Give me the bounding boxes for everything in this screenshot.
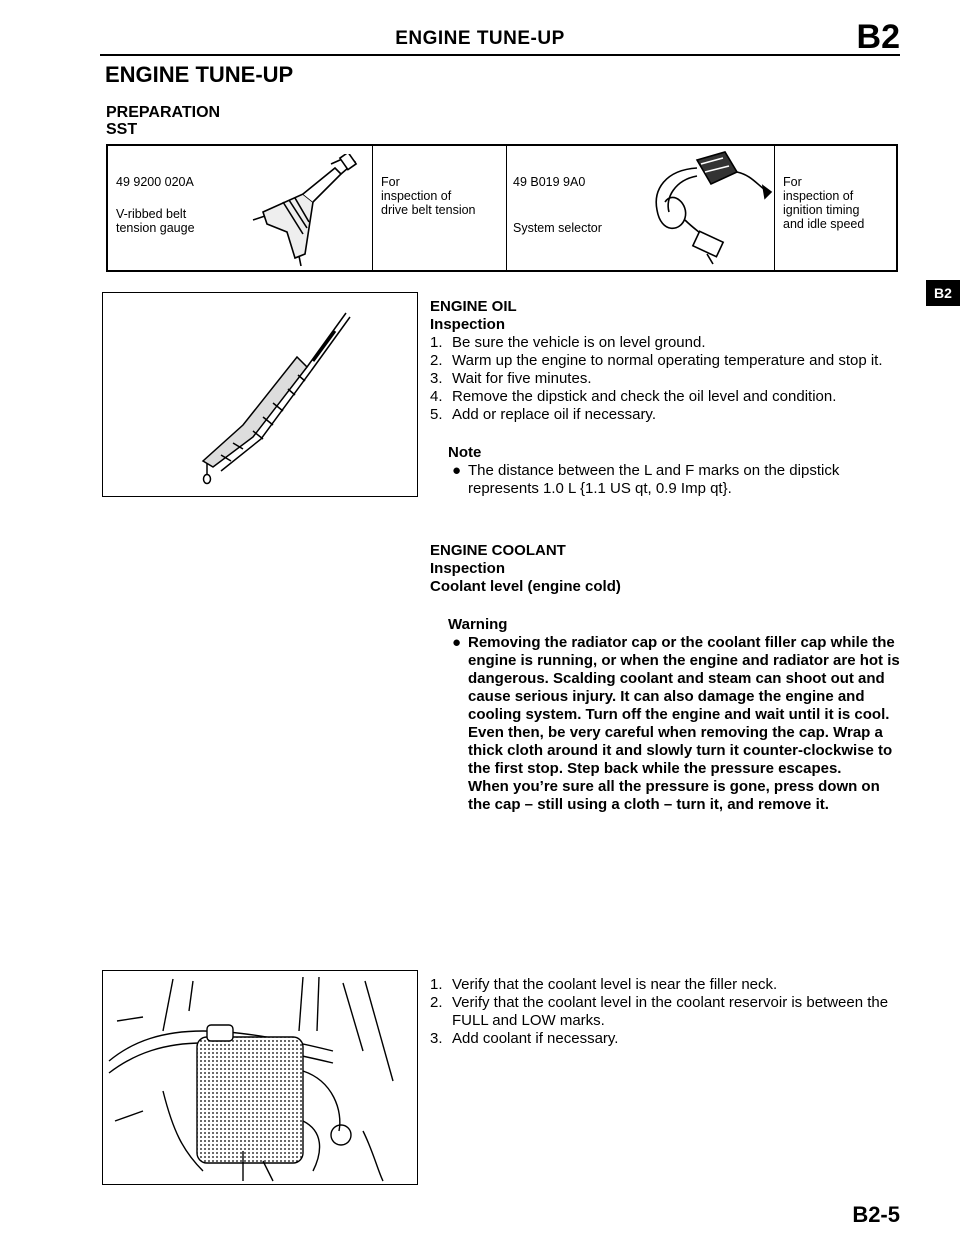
preparation-label: PREPARATION bbox=[106, 104, 221, 121]
sst-table bbox=[106, 144, 898, 272]
tension-gauge-illustration bbox=[243, 154, 368, 269]
coolant-reservoir-drawing bbox=[103, 971, 416, 1183]
note-block bbox=[430, 444, 905, 498]
dipstick-illustration bbox=[102, 292, 418, 497]
sst-cell-purpose-2 bbox=[775, 146, 900, 270]
engine-coolant-subheading: Inspection bbox=[430, 560, 506, 577]
sst-purpose: ignition timing bbox=[783, 203, 860, 217]
warning-label: Warning bbox=[448, 616, 508, 633]
header-rule bbox=[100, 54, 900, 56]
engine-oil-steps bbox=[430, 334, 905, 424]
sst-part-number: 49 B019 9A0 bbox=[513, 175, 586, 189]
sst-tool-name: tension gauge bbox=[116, 221, 195, 235]
dipstick-drawing bbox=[103, 293, 416, 495]
engine-coolant-heading: ENGINE COOLANT bbox=[430, 542, 566, 559]
system-selector-illustration bbox=[625, 150, 773, 268]
running-header-title: ENGINE TUNE-UP bbox=[395, 28, 565, 49]
sst-purpose: For bbox=[783, 175, 802, 189]
page-number: B2-5 bbox=[852, 1202, 900, 1227]
engine-oil-heading: ENGINE OIL bbox=[430, 298, 517, 315]
list-item: 3. Wait for five minutes. bbox=[430, 370, 592, 387]
sst-cell-tool-2 bbox=[507, 146, 775, 270]
sst-label: SST bbox=[106, 121, 138, 138]
running-header-code: B2 bbox=[856, 18, 900, 56]
sst-tool-name: System selector bbox=[513, 221, 602, 235]
warning-block bbox=[430, 616, 905, 814]
engine-oil-subheading: Inspection bbox=[430, 316, 506, 333]
list-item: 2. Verify that the coolant level in the coolant reservoir is between the FULL and LOW marks. bbox=[430, 994, 889, 1029]
sst-cell-tool-1 bbox=[108, 146, 373, 270]
note-label: Note bbox=[448, 444, 482, 461]
coolant-steps bbox=[430, 976, 905, 1048]
list-item: 4. Remove the dipstick and check the oil level and condition. bbox=[430, 388, 837, 405]
sst-purpose: drive belt tension bbox=[381, 203, 476, 217]
bullet-icon: ● bbox=[452, 462, 462, 479]
note-item: ● The distance between the L and F marks on the dipstick represents 1.0 L {1.1 US qt, 0.9 Imp qt}. bbox=[452, 462, 840, 497]
sst-purpose: inspection of bbox=[381, 189, 452, 203]
section-tab-marker: B2 bbox=[926, 280, 960, 306]
section-title: ENGINE TUNE-UP bbox=[105, 62, 294, 87]
list-item: 3. Add coolant if necessary. bbox=[430, 1030, 619, 1047]
sst-tool-name: V-ribbed belt bbox=[116, 207, 187, 221]
coolant-reservoir-illustration bbox=[102, 970, 418, 1185]
sst-cell-purpose-1 bbox=[373, 146, 507, 270]
list-item: 1. Verify that the coolant level is near the filler neck. bbox=[430, 976, 778, 993]
engine-oil-section bbox=[430, 298, 905, 498]
sst-part-number: 49 9200 020A bbox=[116, 175, 194, 189]
coolant-level-subheading: Coolant level (engine cold) bbox=[430, 578, 621, 595]
list-item: 1. Be sure the vehicle is on level ground. bbox=[430, 334, 706, 351]
warning-item: ● Removing the radiator cap or the coolant filler cap while the engine is running, or when the engine and radiator are hot is dangerous. Scalding coolant and steam can shoot out and cause serious injury. It can also damage the engine and cooling system. Turn off the engine and wait until it is cool. Even then, be very careful when removing the cap. Wrap a thick cloth around it and slowly turn it counter-clockwise to the first stop. Step back while the pressure escapes. bbox=[452, 634, 900, 777]
warning-item-continued: When you’re sure all the pressure is gone, press down on the cap – still using a cloth – turn it, and remove it. bbox=[468, 778, 880, 813]
list-item: 2. Warm up the engine to normal operating temperature and stop it. bbox=[430, 352, 883, 369]
list-item: 5. Add or replace oil if necessary. bbox=[430, 406, 656, 423]
sst-purpose: For bbox=[381, 175, 400, 189]
engine-coolant-section bbox=[430, 542, 905, 814]
sst-purpose: and idle speed bbox=[783, 217, 865, 231]
bullet-icon: ● bbox=[452, 634, 462, 651]
coolant-steps-section bbox=[430, 976, 905, 1048]
sst-purpose: inspection of bbox=[783, 189, 854, 203]
